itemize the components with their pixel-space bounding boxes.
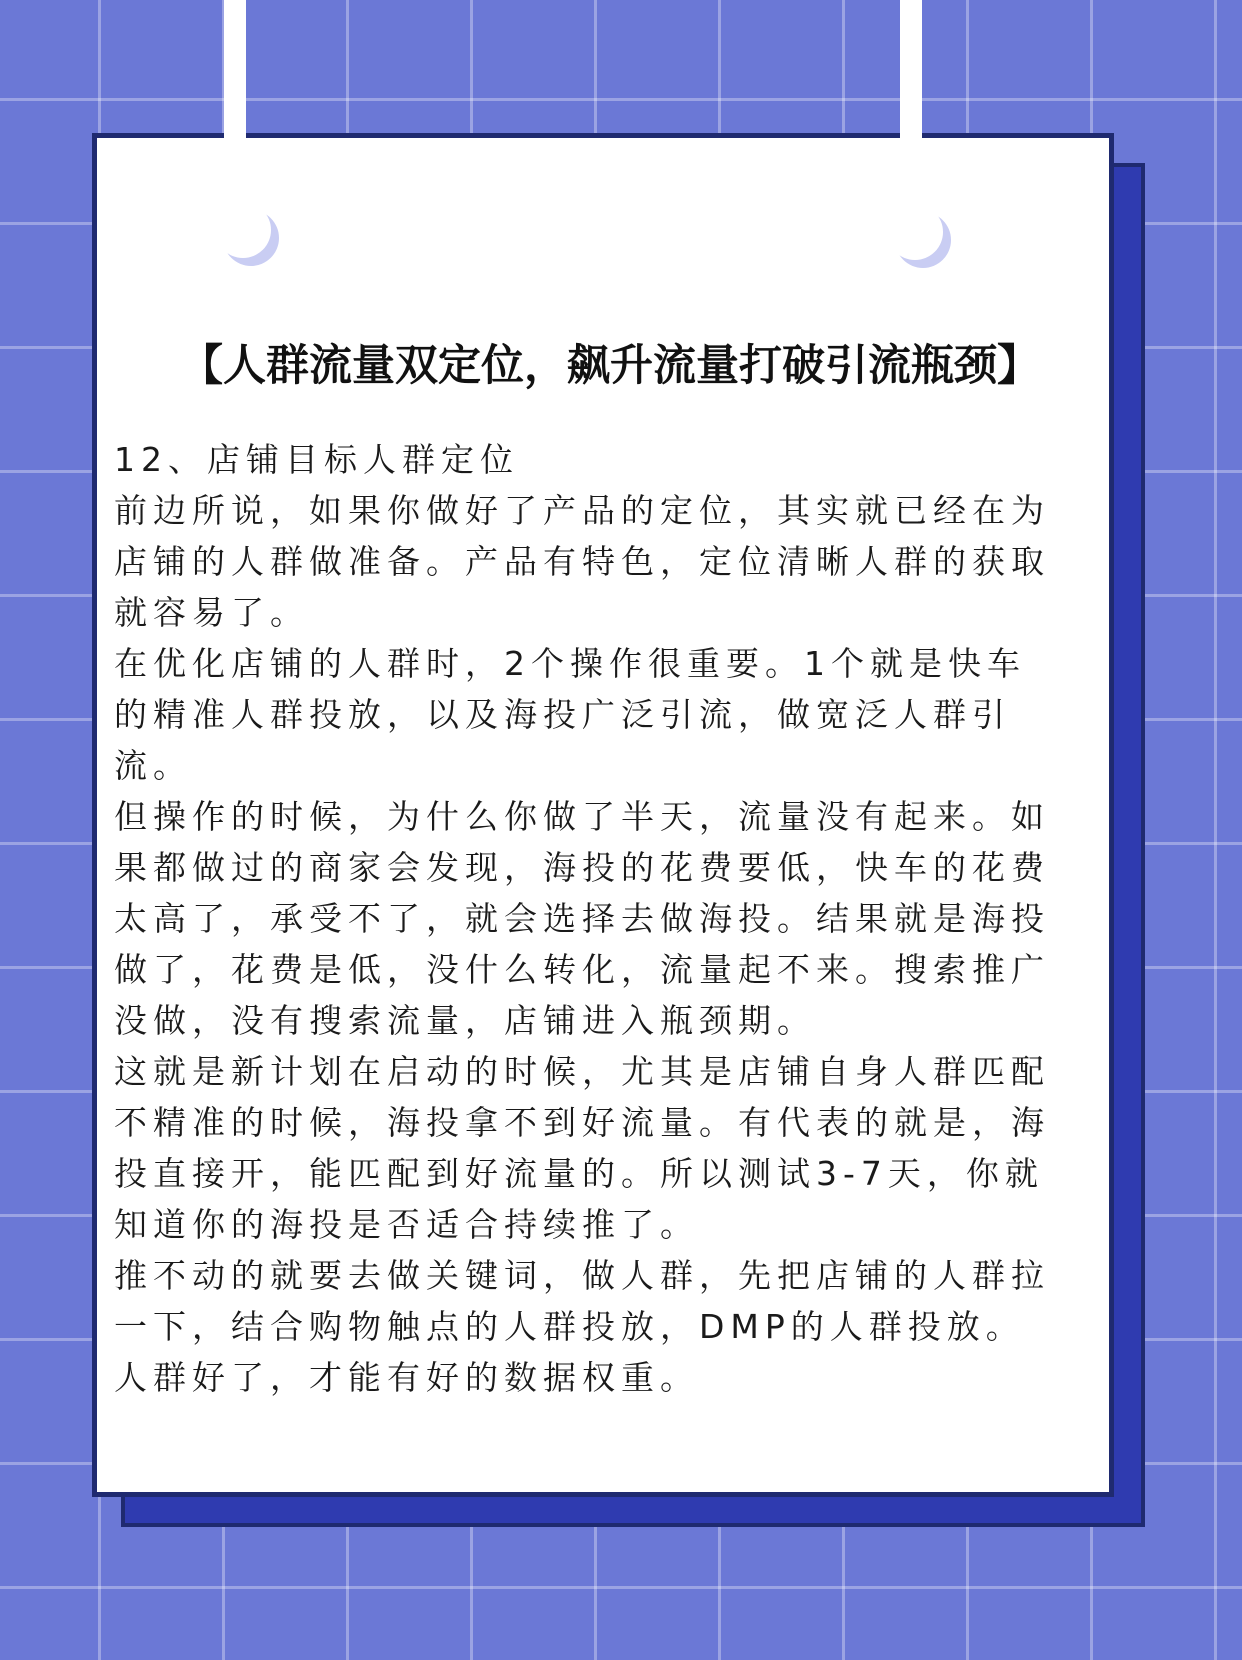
section-heading: 12、店铺目标人群定位: [114, 440, 519, 479]
note-card: [92, 133, 1114, 1497]
crescent-moon-icon: [887, 204, 943, 260]
paragraph: 在优化店铺的人群时，2个操作很重要。1个就是快车的精准人群投放，以及海投广泛引流，做宽泛人群引流。: [114, 644, 1026, 785]
left-hanging-strap: [224, 0, 246, 145]
paragraph: 推不动的就要去做关键词，做人群，先把店铺的人群拉一下，结合购物触点的人群投放，DMP的人群投放。人群好了，才能有好的数据权重。: [114, 1256, 1050, 1397]
crescent-moon-icon: [215, 202, 271, 258]
paragraph: 这就是新计划在启动的时候，尤其是店铺自身人群匹配不精准的时候，海投拿不到好流量。有代表的就是，海投直接开，能匹配到好流量的。所以测试3-7天，你就知道你的海投是否适合持续推了。: [114, 1052, 1050, 1244]
article-body: [114, 434, 1054, 1403]
page-title: 【人群流量双定位，飙升流量打破引流瓶颈】: [180, 341, 1040, 391]
paragraph: 但操作的时候，为什么你做了半天，流量没有起来。如果都做过的商家会发现，海投的花费要低，快车的花费太高了，承受不了，就会选择去做海投。结果就是海投做了，花费是低，没什么转化，流量起不来。搜索推广没做，没有搜索流量，店铺进入瓶颈期。: [114, 797, 1050, 1040]
right-hanging-strap: [900, 0, 922, 145]
paragraph: 前边所说，如果你做好了产品的定位，其实就已经在为店铺的人群做准备。产品有特色，定位清晰人群的获取就容易了。: [114, 491, 1050, 632]
